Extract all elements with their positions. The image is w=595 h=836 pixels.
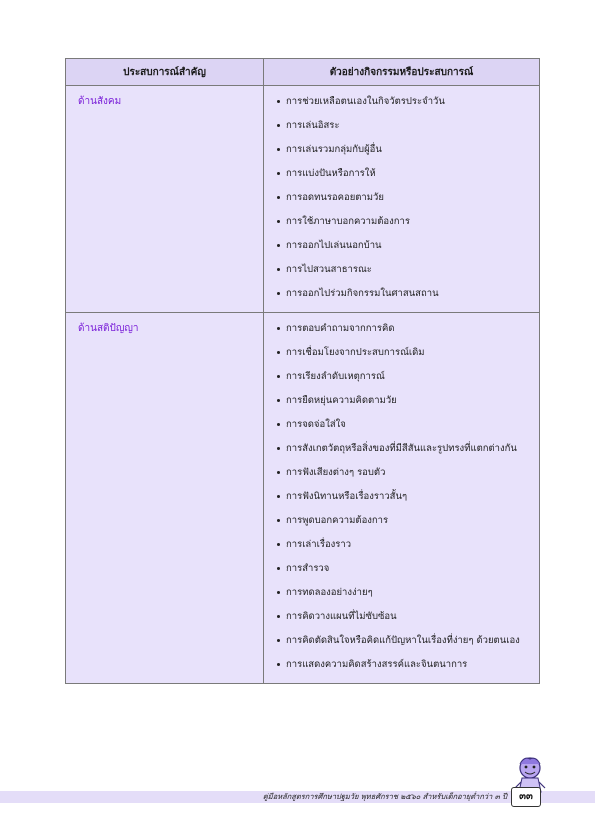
list-item: การเรียงลำดับเหตุการณ์ (276, 365, 539, 389)
list-item: การฟังนิทานหรือเรื่องราวสั้นๆ (276, 485, 539, 509)
list-item: การอดทนรอคอยตามวัย (276, 186, 539, 210)
table-header-row (66, 59, 540, 86)
category-cell (66, 86, 264, 313)
list-item: การสังเกตวัตถุหรือสิ่งของที่มีสีสันและรูปทรงที่แตกต่างกัน (276, 437, 539, 461)
category-cognitive: ด้านสติปัญญา (78, 323, 139, 334)
list-item: การพูดบอกความต้องการ (276, 509, 539, 533)
list-item: การเล่นอิสระ (276, 114, 539, 138)
list-item: การคิดตัดสินใจหรือคิดแก้ปัญหาในเรื่องที่ง่ายๆ ด้วยตนเอง (276, 629, 539, 653)
header-activity-examples: ตัวอย่างกิจกรรมหรือประสบการณ์ (264, 59, 540, 86)
list-item: การยืดหยุ่นความคิดตามวัย (276, 389, 539, 413)
list-item: การเชื่อมโยงจากประสบการณ์เดิม (276, 341, 539, 365)
items-cell (264, 86, 540, 313)
list-item: การตอบคำถามจากการคิด (276, 317, 539, 341)
list-item: การออกไปเล่นนอกบ้าน (276, 234, 539, 258)
items-cell (264, 313, 540, 684)
list-item: การจดจ่อใส่ใจ (276, 413, 539, 437)
header-key-experience: ประสบการณ์สำคัญ (66, 59, 264, 86)
category-cell (66, 313, 264, 684)
table-row (66, 86, 540, 313)
list-item: การทดลองอย่างง่ายๆ (276, 581, 539, 605)
footer-title: คู่มือหลักสูตรการศึกษาปฐมวัย พุทธศักราช ๒๕๖๐ สำหรับเด็กอายุต่ำกว่า ๓ ปี (262, 792, 507, 801)
list-item: การเล่าเรื่องราว (276, 533, 539, 557)
experience-table (65, 58, 540, 684)
page-number: ๓๓ (511, 787, 541, 807)
list-item: การแบ่งปันหรือการให้ (276, 162, 539, 186)
list-item: การเล่นรวมกลุ่มกับผู้อื่น (276, 138, 539, 162)
list-item: การคิดวางแผนที่ไม่ซับซ้อน (276, 605, 539, 629)
list-item: การไปสวนสาธารณะ (276, 258, 539, 282)
list-item: การฟังเสียงต่างๆ รอบตัว (276, 461, 539, 485)
category-social: ด้านสังคม (78, 96, 122, 107)
activity-list-social (264, 86, 539, 312)
list-item: การออกไปร่วมกิจกรรมในศาสนสถาน (276, 282, 539, 306)
activity-list-cognitive (264, 313, 539, 683)
list-item: การช่วยเหลือตนเองในกิจวัตรประจำวัน (276, 90, 539, 114)
list-item: การแสดงความคิดสร้างสรรค์และจินตนาการ (276, 653, 539, 677)
list-item: การใช้ภาษาบอกความต้องการ (276, 210, 539, 234)
list-item: การสำรวจ (276, 557, 539, 581)
table-row (66, 313, 540, 684)
